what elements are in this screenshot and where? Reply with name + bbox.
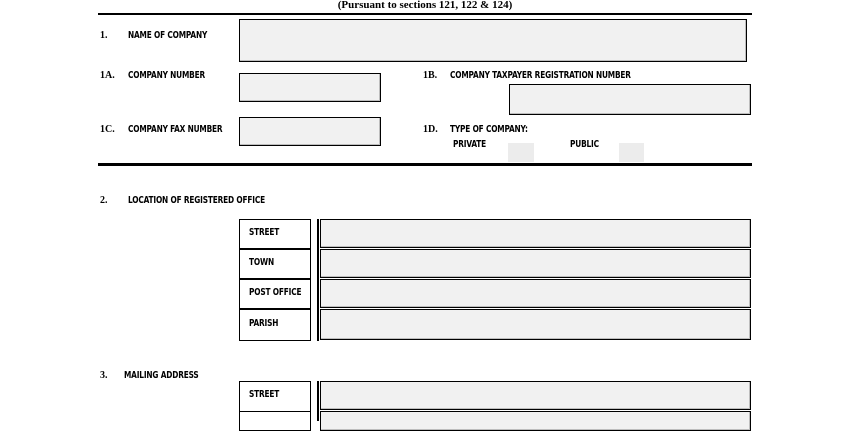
mailing-street-label-box [239, 381, 311, 412]
form-subtitle: (Pursuant to sections 121, 122 & 124) [337, 0, 513, 11]
company-number-label: COMPANY NUMBER [128, 70, 206, 81]
section-1d-number: 1D. [423, 124, 438, 135]
fax-number-field[interactable] [239, 117, 381, 146]
registered-post-office-field[interactable] [320, 279, 751, 308]
public-label: PUBLIC [570, 139, 599, 150]
registered-town-field[interactable] [320, 249, 751, 278]
registered-town-label-box [239, 249, 311, 279]
mailing-divider-line [317, 381, 319, 421]
registered-post-office-label-box [239, 279, 311, 309]
public-checkbox[interactable] [619, 143, 644, 162]
section-1-label: NAME OF COMPANY [128, 30, 208, 41]
mailing-street-field[interactable] [320, 381, 751, 410]
section-2-label: LOCATION OF REGISTERED OFFICE [128, 195, 265, 206]
private-label: PRIVATE [453, 139, 486, 150]
mailing-next-field[interactable] [320, 411, 751, 431]
mailing-street-label: STREET [249, 389, 280, 400]
company-type-label: TYPE OF COMPANY: [450, 124, 528, 135]
registered-parish-label: PARISH [249, 318, 279, 329]
registered-divider-line [317, 219, 319, 341]
section-1c-number: 1C. [100, 124, 115, 135]
section-1a-number: 1A. [100, 70, 115, 81]
registered-parish-label-box [239, 309, 311, 341]
registered-town-label: TOWN [249, 257, 274, 268]
private-checkbox[interactable] [508, 143, 534, 162]
registered-post-office-label: POST OFFICE [249, 287, 302, 298]
registered-parish-field[interactable] [320, 309, 751, 340]
top-rule [98, 13, 752, 15]
company-name-field[interactable] [239, 19, 747, 62]
mailing-next-label-box [239, 411, 311, 431]
section-3-number: 3. [100, 370, 108, 381]
fax-number-label: COMPANY FAX NUMBER [128, 124, 223, 135]
company-number-field[interactable] [239, 73, 381, 102]
registered-street-label-box [239, 219, 311, 249]
section-2-number: 2. [100, 195, 108, 206]
section-3-label: MAILING ADDRESS [124, 370, 199, 381]
section-1b-number: 1B. [423, 70, 438, 81]
taxpayer-number-field[interactable] [509, 84, 751, 115]
taxpayer-number-label: COMPANY TAXPAYER REGISTRATION NUMBER [450, 70, 631, 81]
registered-street-field[interactable] [320, 219, 751, 248]
section-1-number: 1. [100, 30, 108, 41]
section-divider [98, 163, 752, 166]
registered-street-label: STREET [249, 227, 280, 238]
